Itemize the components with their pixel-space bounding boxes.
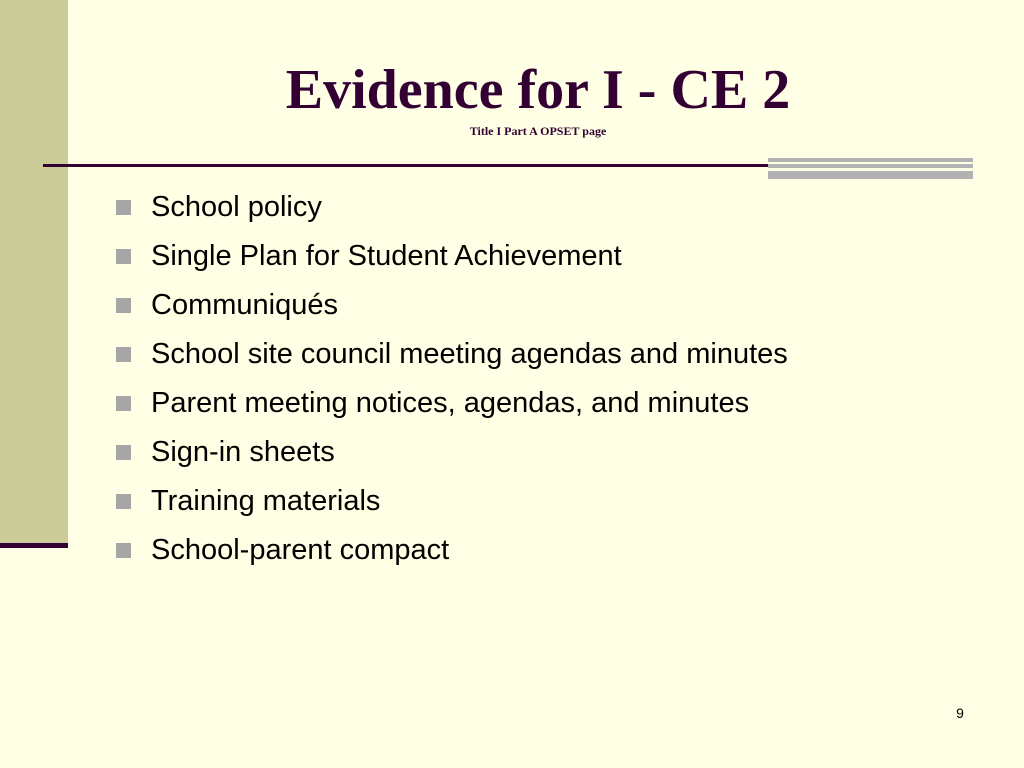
bullet-text: Sign-in sheets <box>151 436 335 468</box>
bullet-item <box>110 379 788 428</box>
bullet-text: School policy <box>151 191 322 223</box>
bullet-text: Communiqués <box>151 289 338 321</box>
bullet-item <box>110 526 788 575</box>
bullet-item <box>110 183 788 232</box>
bullet-list <box>110 183 788 575</box>
bullet-text: Training materials <box>151 485 381 517</box>
bullet-text: School-parent compact <box>151 534 450 566</box>
bullet-text: Single Plan for Student Achievement <box>151 240 622 272</box>
bullet-item <box>110 330 788 379</box>
page-number: 9 <box>956 705 964 721</box>
bullet-text: Parent meeting notices, agendas, and minutes <box>151 387 750 419</box>
bullet-item <box>110 428 788 477</box>
bullet-item <box>110 232 788 281</box>
square-bullet-icon <box>116 200 131 215</box>
slide-subtitle: Title I Part A OPSET page <box>469 124 607 138</box>
square-bullet-icon <box>116 445 131 460</box>
square-bullet-icon <box>116 543 131 558</box>
accent-bar-3 <box>768 171 973 179</box>
slide-title: Evidence for I - CE 2 <box>285 59 791 121</box>
accent-bar-2 <box>768 164 973 168</box>
square-bullet-icon <box>116 298 131 313</box>
square-bullet-icon <box>116 396 131 411</box>
square-bullet-icon <box>116 494 131 509</box>
accent-bars <box>768 158 973 179</box>
square-bullet-icon <box>116 347 131 362</box>
square-bullet-icon <box>116 249 131 264</box>
bullet-text: School site council meeting agendas and minutes <box>151 338 788 370</box>
side-decor-rule <box>0 543 68 548</box>
bullet-item <box>110 281 788 330</box>
side-decor-bar <box>0 0 68 543</box>
accent-bar-1 <box>768 158 973 162</box>
bullet-item <box>110 477 788 526</box>
